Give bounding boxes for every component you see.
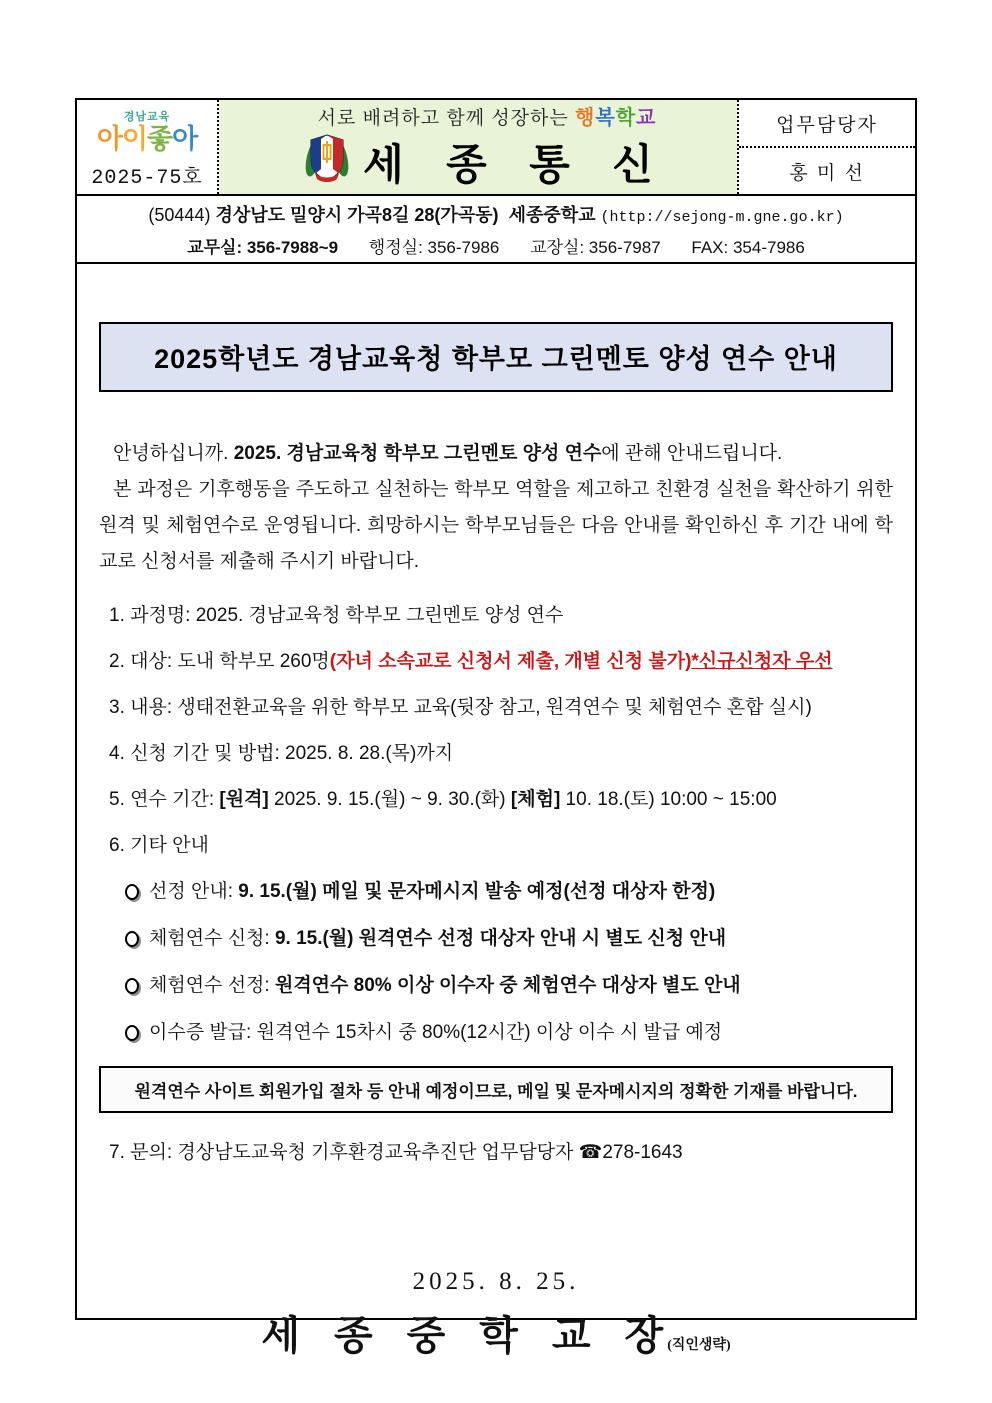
header — [77, 100, 915, 196]
title-box — [99, 322, 893, 392]
notice-box: 원격연수 사이트 회원가입 절차 등 안내 예정이므로, 메일 및 문자메시지의 정확한 기재를 바랍니다. — [99, 1066, 893, 1113]
sub-item-experience-apply: 체험연수 신청: 9. 15.(월) 원격연수 선정 대상자 안내 시 별도 신청 안내 — [125, 925, 893, 952]
list-item-5: 5. 연수 기간: [원격] 2025. 9. 15.(월) ~ 9. 30.(화) [체험] 10. 18.(토) 10:00 ~ 15:00 — [109, 789, 777, 810]
principal-phone: 교장실: 356-7987 — [530, 237, 661, 257]
list-item-4: 4. 신청 기간 및 방법: 2025. 8. 28.(목)까지 — [109, 743, 454, 764]
footer — [99, 1268, 893, 1361]
sub-item-experience-selection: 체험연수 선정: 원격연수 80% 이상 이수자 중 체험연수 대상자 별도 안내 — [125, 972, 893, 999]
circle-bullet-icon — [125, 931, 139, 947]
postal-code: (50444) — [148, 204, 211, 225]
brand-logo — [77, 100, 219, 194]
newsletter-document — [75, 98, 917, 1358]
signer-title: 세 종 중 학 교 장 — [261, 1313, 676, 1358]
intro-paragraph: 본 과정은 기후행동을 주도하고 실천하는 학부모 역할을 제고하고 친환경 실천을 확산하기 위한 원격 및 체험연수로 운영됩니다. 희망하시는 학부모님들은 다음 안내를 확인하신 후 기간 내에 학교로 신청서를 제출해 주시기 바랍니다. — [99, 479, 893, 572]
red-underlined-text: *신규신청자 우선 — [691, 651, 833, 672]
aijoa-logo: 아이좋아 — [96, 124, 198, 154]
circle-bullet-icon — [125, 884, 139, 900]
contact-role-label: 업무담당자 — [739, 100, 915, 148]
main-content — [77, 264, 915, 1361]
list-item-3: 3. 내용: 생태전환교육을 위한 학부모 교육(뒷장 참고, 원격연수 및 체험연수 혼합 실시) — [109, 697, 812, 718]
list-item-7-contact: 7. 문의: 경상남도교육청 기후환경교육추진단 업무담당자 ☎278-1643 — [109, 1142, 683, 1163]
issue-number: 2025-75호 — [91, 167, 203, 190]
address-block — [77, 196, 915, 264]
happy-school-wordmark: 행복학교 — [575, 106, 657, 129]
list-item-2: 2. 대상: 도내 학부모 260명(자녀 소속교로 신청서 제출, 개별 신청 불가)*신규신청자 우선 — [109, 651, 833, 672]
phone-line — [77, 233, 915, 258]
principal-signature — [261, 1304, 730, 1361]
school-url: (http://sejong-m.gne.go.kr) — [600, 208, 844, 226]
school-name: 세종중학교 — [508, 204, 596, 225]
newsletter-title: 세 종 통 신 — [363, 142, 669, 189]
fax-number: FAX: 354-7986 — [691, 237, 805, 257]
slogan-text: 서로 배려하고 함께 성장하는 — [317, 107, 569, 129]
greeting-paragraph: 안녕하십니까. 2025. 경남교육청 학부모 그린멘토 양성 연수에 관해 안내드립니다. — [113, 443, 783, 464]
street-address: 경상남도 밀양시 가곡8길 28(가곡동) — [215, 204, 499, 225]
admin-phone: 행정실: 356-7986 — [368, 237, 500, 257]
logo-org-label: 경남교육 — [123, 111, 171, 123]
school-emblem-icon — [305, 133, 349, 190]
contact-person-name: 홍 미 선 — [789, 162, 865, 184]
sub-list — [125, 878, 893, 1046]
seal-omitted-note: (직인생략) — [667, 1338, 731, 1353]
circle-bullet-icon — [125, 1025, 139, 1041]
office-phone: 교무실: 356-7988~9 — [187, 237, 339, 257]
intro-paragraphs — [99, 436, 893, 580]
issue-date: 2025. 8. 25. — [412, 1268, 580, 1295]
sub-item-certificate: 이수증 발급: 원격연수 15차시 중 80%(12시간) 이상 이수 시 발급 예정 — [125, 1019, 893, 1046]
page-title: 2025학년도 경남교육청 학부모 그린멘토 양성 연수 안내 — [154, 344, 838, 374]
masthead — [247, 132, 727, 192]
red-warning-text: (자녀 소속교로 신청서 제출, 개별 신청 불가) — [329, 651, 692, 672]
contact-box — [737, 100, 915, 194]
list-item-6: 6. 기타 안내 — [109, 835, 209, 856]
list-item-1: 1. 과정명: 2025. 경남교육청 학부모 그린멘토 양성 연수 — [109, 605, 564, 626]
info-list — [99, 602, 893, 1164]
masthead-banner — [219, 100, 737, 194]
circle-bullet-icon — [125, 978, 139, 994]
slogan — [247, 101, 727, 130]
sub-item-selection-notice: 선정 안내: 9. 15.(월) 메일 및 문자메시지 발송 예정(선정 대상자 한정) — [125, 878, 893, 905]
address-line — [77, 201, 915, 227]
